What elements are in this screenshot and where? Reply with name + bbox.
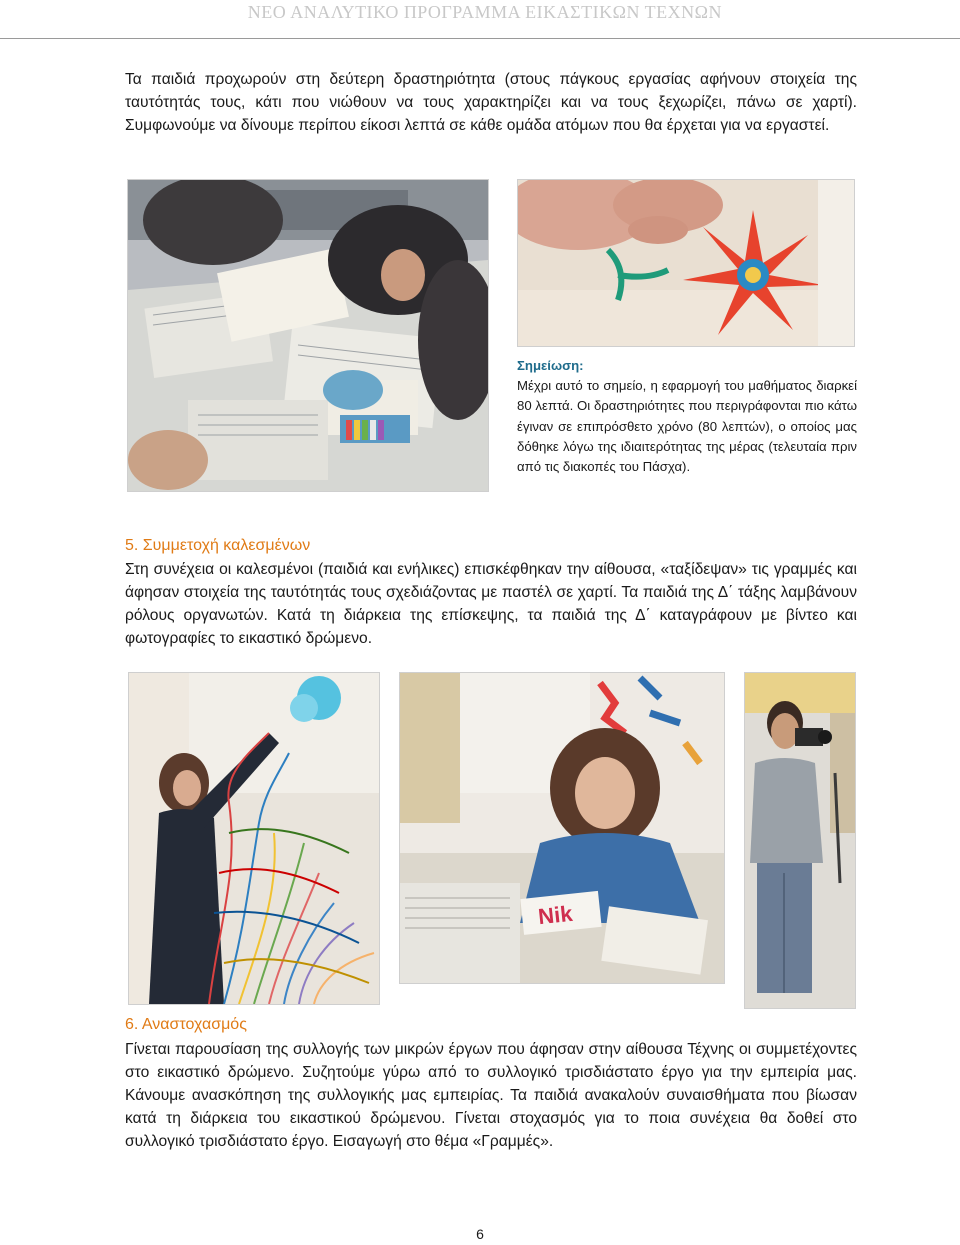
photo-flower-drawing — [517, 179, 855, 347]
note-text: Μέχρι αυτό το σημείο, η εφαρμογή του μαθήματος διαρκεί 80 λεπτά. Οι δραστηριότητες που περιγράφονται πιο κάτω έγιναν σε επιπρόσθετο χρόνο (80 λεπτών), ο οποίος μας δόθηκε λόγω της ιδιαιτερότητας της μέρας (τελευταία πριν από τις διακοπές του Πάσχα). — [517, 378, 857, 475]
photo-guests-yarn — [128, 672, 380, 1005]
photo-girl-sticker-image — [400, 673, 724, 983]
photo-boy-camera-image — [745, 673, 855, 1008]
page-number: 6 — [476, 1226, 484, 1242]
section-5-title: 5. Συμμετοχή καλεσμένων — [125, 537, 311, 554]
section-5-paragraph: Στη συνέχεια οι καλεσμένοι (παιδιά και ενήλικες) επισκέφθηκαν την αίθουσα, «ταξίδεψαν» τις γραμμές και άφησαν στοιχεία της ταυτότητάς τους σχεδιάζοντας με παστέλ σε χαρτί. Τα παιδιά της Δ΄ τάξης λαμβάνουν ρόλους οργανωτών. Κατά τη διάρκεια της επίσκεψης, τα παιδιά της Δ΄ καταγράφουν με βίντεο και φωτογραφίες το εικαστικό δρώμενο. — [125, 561, 857, 647]
sticker-text: Nik — [536, 900, 574, 930]
photo-children-drawing-image — [128, 180, 488, 491]
photo-guests-yarn-image — [129, 673, 379, 1004]
intro-paragraph: Τα παιδιά προχωρούν στη δεύτερη δραστηριότητα (στους πάγκους εργασίας αφήνουν στοιχεία της ταυτότητάς τους, κάτι που νιώθουν να τους χαρακτηρίζει και να τους ξεχωρίζει, πάνω σε χαρτί). Συμφωνούμε να δίνουμε περίπου είκοσι λεπτά σε κάθε ομάδα ατόμων που θα έρχεται για να εργαστεί. — [125, 71, 857, 134]
section-6-paragraph: Γίνεται παρουσίαση της συλλογής των μικρών έργων που άφησαν στην αίθουσα Τέχνης οι συμμετέχοντες στο εικαστικό δρώμενο. Συζητούμε γύρω από το συλλογικό τρισδιάστατο έργο για την εμπειρία μας. Κάνουμε ανασκόπηση της συλλογικής μας εμπειρίας. Τα παιδιά ανακαλούν συναισθήματα που βίωσαν κατά τη διάρκεια του εικαστικού δρώμενου. Γίνεται στοχασμός για το ποια συνέχεια θα δοθεί στο συλλογικό τρισδιάστατο έργο. Εισαγωγή στο θέμα «Γραμμές». — [125, 1041, 857, 1150]
note-box — [517, 356, 857, 477]
photo-children-drawing — [127, 179, 489, 492]
photo-boy-camera — [744, 672, 856, 1009]
section-6-title: 6. Αναστοχασμός — [125, 1016, 247, 1033]
photo-girl-sticker — [399, 672, 725, 984]
note-title: Σημείωση: — [517, 358, 584, 373]
header-title: ΝΕΟ ΑΝΑΛΥΤΙΚΟ ΠΡΟΓΡΑΜΜΑ ΕΙΚΑΣΤΙΚΩΝ ΤΕΧΝΩΝ — [247, 2, 722, 22]
photo-flower-drawing-image — [518, 180, 854, 346]
page-header — [0, 0, 960, 39]
